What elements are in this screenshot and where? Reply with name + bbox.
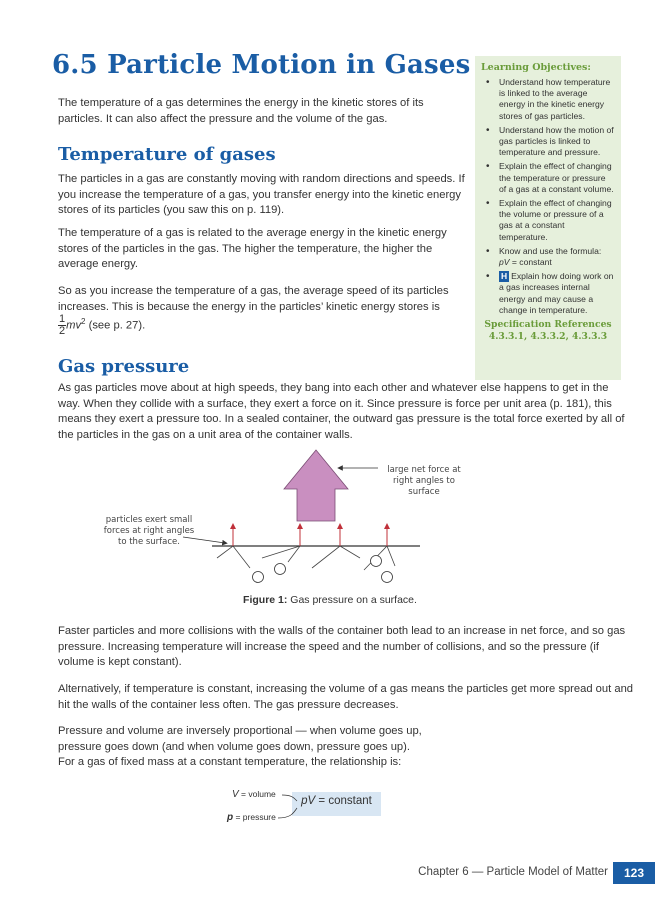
gas-pressure-paragraph: As gas particles move about at high speeds, they bang into each other and whatever else happens to get in the way. When they collide with a surface, they exert a force on it. Since pressure is force per unit area (p. 181), this means they exert a pressure too. In a sealed container, the outward gas pressure is the total force exerted by all of the particles in the gas on a unit area of the container walls. [58, 382, 625, 441]
after-paragraph-2: Alternatively, if temperature is constant, increasing the volume of a gas means the particles get more spread out and hit the walls of the container less often. The gas pressure decreases. [58, 683, 634, 711]
particle-path [217, 546, 250, 568]
chapter-footer: Chapter 6 — Particle Model of Matter [418, 866, 608, 878]
pressure-label: p = pressure [227, 812, 276, 823]
learning-objectives-list [481, 77, 615, 316]
particle-path [312, 546, 360, 568]
after-paragraph-3: Pressure and volume are inversely proportional — when volume goes up, pressure goes down (and when volume goes down, pressure goes up). [58, 725, 422, 753]
objective-item: • Explain the effect of changing the volume or pressure of a gas at a constant temperature. [481, 198, 615, 243]
gas-particle [275, 564, 286, 575]
gas-particle [382, 572, 393, 583]
fraction-half: $\frac{1}{2}$ [59, 313, 66, 338]
after-paragraph-1: Faster particles and more collisions with the walls of the container both lead to an increase in net force, and so gas pressure. Increasing temperature will increase the speed and the number of collisions, and so the pressure (if volume is kept constant). [58, 625, 626, 669]
objective-item: • Explain the effect of changing the temperature or pressure of a gas at a constant volume. [481, 161, 615, 195]
specification-references-values: 4.3.3.1, 4.3.3.2, 4.3.3.3 [488, 331, 608, 343]
temperature-heading: Temperature of gases [58, 144, 276, 165]
formula-pointers [270, 790, 300, 822]
gas-pressure-figure [0, 440, 660, 590]
intro-paragraph: The temperature of a gas determines the energy in the kinetic stores of its particles. It can also affect the pressure and the volume of the gas. [58, 97, 424, 125]
objective-item: • Understand how temperature is linked to the average energy in the kinetic energy stores of gas particles. [481, 77, 615, 122]
temperature-paragraph-2: The temperature of a gas is related to the average energy in the kinetic energy stores of the particles in the gas. The higher the temperature, the higher the average energy. [58, 227, 447, 271]
particle-path [262, 546, 300, 562]
specification-references-title: Specification References [484, 319, 612, 331]
temperature-paragraph-3: So as you increase the temperature of a gas, the average speed of its particles increases. This is because the energy in the particles’ kinetic energy stores is [58, 285, 449, 313]
learning-objectives-box [475, 56, 621, 380]
volume-label: V = volume [232, 789, 276, 800]
gas-particle [253, 572, 264, 583]
after-paragraph-4: For a gas of fixed mass at a constant temperature, the relationship is: [58, 756, 402, 768]
objective-item: • Know and use the formula: pV = constant [481, 246, 615, 268]
page-number: 123 [613, 862, 655, 884]
objective-item: • Understand how the motion of gas particles is linked to temperature and pressure. [481, 125, 615, 159]
figure-caption: Figure 1: Gas pressure on a surface. [243, 594, 417, 606]
formula-equation: pV = constant [301, 795, 372, 807]
higher-tier-badge: H [501, 271, 508, 282]
section-title: 6.5 Particle Motion in Gases [52, 50, 471, 80]
learning-objectives-title: Learning Objectives: [481, 62, 591, 73]
net-force-arrow [284, 450, 348, 521]
objective-item-higher: • H Explain how doing work on a gas increases internal energy and may cause a change in temperature. [481, 271, 615, 316]
gas-particle [371, 556, 382, 567]
kinetic-energy-formula: $\frac{1}{2}$ $mv^2$ (see p. 27). [59, 313, 146, 338]
particles-force-label: particles exert small forces at right angles to the surface. [103, 515, 195, 547]
gas-pressure-heading: Gas pressure [58, 356, 190, 377]
volume-pointer [282, 795, 297, 801]
pressure-pointer [278, 808, 297, 818]
temperature-paragraph-1: The particles in a gas are constantly moving with random directions and speeds. If you increase the temperature of a gas, you transfer energy into the kinetic energy stores of its particles (you saw this on p. 119). [58, 173, 465, 217]
net-force-label: large net force at right angles to surface [387, 465, 461, 497]
